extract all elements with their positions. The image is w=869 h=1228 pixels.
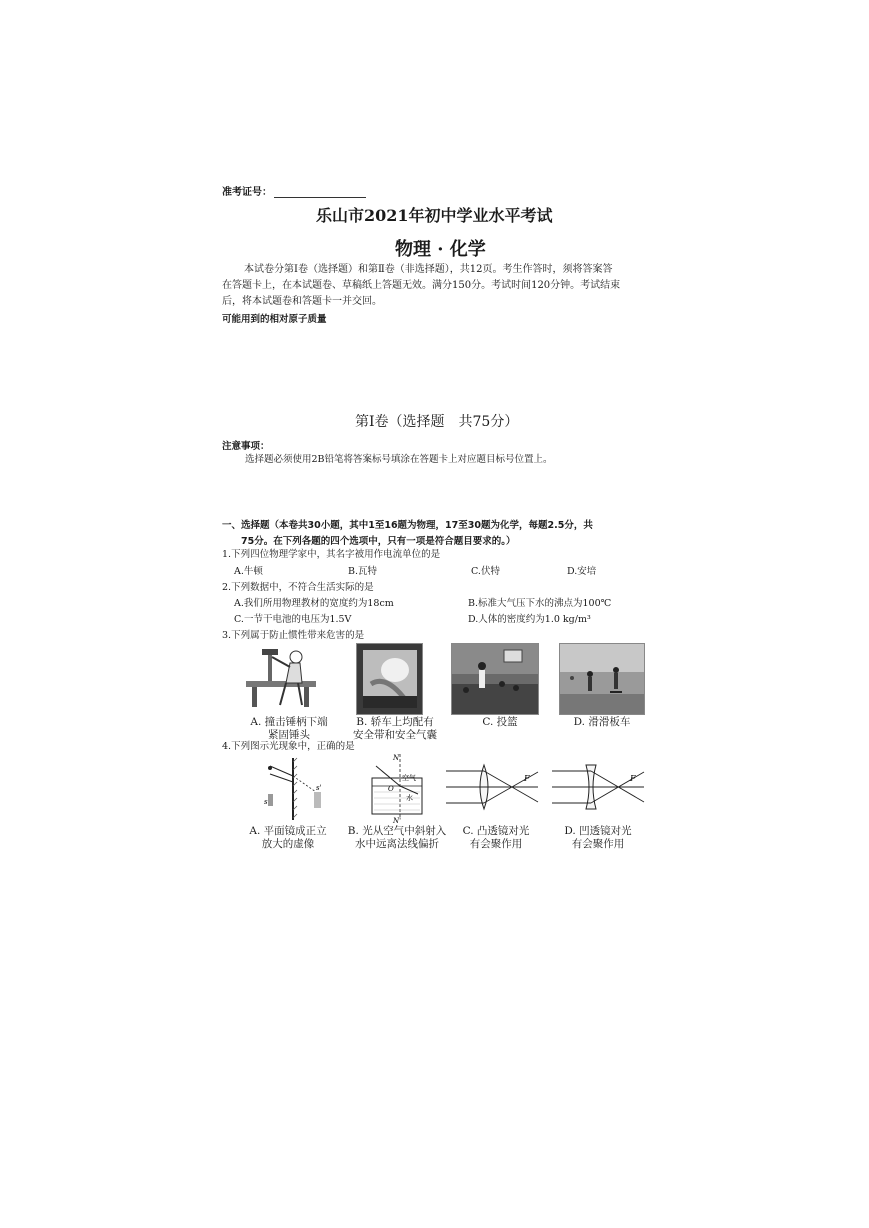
q3-stem: 3.下列属于防止惯性带来危害的是	[222, 630, 365, 641]
q4-caption-c	[455, 825, 537, 851]
q3-caption-d	[562, 716, 642, 729]
q3-caption-d-line1: D. 滑滑板车	[573, 716, 631, 728]
intro-line-1: 本试卷分第Ⅰ卷（选择题）和第Ⅱ卷（非选择题），共12页。考生作答时，须将答案答	[244, 264, 613, 275]
q2-stem: 2.下列数据中，不符合生活实际的是	[222, 582, 374, 593]
label-focus-concave: F	[630, 774, 636, 783]
q4-caption-a	[240, 825, 336, 851]
q3-caption-b-line1: B. 轿车上均配有	[356, 716, 434, 728]
skateboard-photo	[559, 643, 645, 715]
label-water: 水	[406, 794, 413, 802]
concave-lens-diagram	[550, 762, 646, 812]
section-heading-line-1: 一、选择题（本卷共30小题，其中1至16题为物理，17至30题为化学，每题2.5分，共	[222, 520, 593, 531]
q4-caption-b-line1: B. 光从空气中斜射入	[347, 825, 447, 837]
label-o: O	[388, 785, 394, 793]
exam-subject: 物理 · 化学	[395, 239, 486, 260]
hammer-illustration	[240, 643, 320, 713]
atomic-mass-label: 可能用到的相对原子质量	[222, 314, 327, 325]
basketball-photo	[451, 643, 539, 715]
q2-option-a: A.我们所用物理教材的宽度约为18cm	[234, 598, 394, 609]
candidate-number-line	[274, 188, 366, 198]
exam-title: 乐山市2021年初中学业水平考试	[316, 206, 553, 225]
intro-line-3: 后，将本试题卷和答题卡一并交回。	[222, 296, 382, 307]
q2-option-b: B.标准大气压下水的沸点为100℃	[468, 598, 612, 609]
q2-option-d: D.人体的密度约为1.0 kg/m³	[468, 614, 591, 625]
label-s: s	[264, 798, 268, 806]
q2-option-c: C.一节干电池的电压为1.5V	[234, 614, 352, 625]
q4-caption-b	[337, 825, 457, 851]
q4-caption-a-line1: A. 平面镜成正立	[249, 825, 327, 837]
q1-option-c: C.伏特	[471, 566, 500, 577]
q4-caption-d-line1: D. 凹透镜对光	[564, 825, 632, 837]
q1-option-a: A.牛顿	[234, 566, 263, 577]
convex-lens-diagram	[444, 762, 540, 812]
q3-caption-b	[337, 716, 453, 742]
candidate-number-field	[222, 183, 366, 198]
q3-caption-c-line1: C. 投篮	[482, 716, 518, 728]
label-s-prime: s'	[316, 784, 322, 792]
q1-option-d: D.安培	[567, 566, 597, 577]
label-n-prime: N'	[393, 817, 402, 824]
q4-caption-d-line2: 有会聚作用	[571, 838, 625, 850]
label-focus-convex: F	[524, 774, 530, 783]
intro-line-2: 在答题卡上，在本试题卷、草稿纸上答题无效。满分150分。考试时间120分钟。考试结束	[222, 280, 621, 291]
q3-caption-a-line1: A. 撞击锤柄下端	[250, 716, 328, 728]
q4-stem: 4.下列图示光现象中，正确的是	[222, 741, 355, 752]
label-air: 空气	[402, 774, 416, 782]
notice-text: 选择题必须使用2B铅笔将答案标号填涂在答题卡上对应题目标号位置上。	[245, 454, 553, 465]
notice-title: 注意事项：	[222, 441, 270, 452]
q4-caption-d	[556, 825, 640, 851]
q4-caption-c-line1: C. 凸透镜对光	[462, 825, 530, 837]
label-n: N	[393, 754, 400, 762]
q4-caption-b-line2: 水中远离法线偏折	[355, 838, 439, 850]
q3-caption-a-line2: 紧固锤头	[268, 729, 310, 741]
q1-option-b: B.瓦特	[348, 566, 378, 577]
section-heading-line-2: 75分。在下列各题的四个选项中，只有一项是符合题目要求的。）	[241, 536, 516, 547]
plane-mirror-diagram	[256, 754, 330, 824]
car-safety-photo	[356, 643, 423, 715]
q4-caption-a-line2: 放大的虚像	[261, 838, 315, 850]
q3-caption-c	[470, 716, 530, 729]
q1-stem: 1.下列四位物理学家中，其名字被用作电流单位的是	[222, 549, 441, 560]
candidate-number-label: 准考证号：	[222, 187, 272, 198]
q3-caption-b-line2: 安全带和安全气囊	[353, 729, 437, 741]
part1-title: 第Ⅰ卷（选择题 共75分）	[355, 414, 519, 430]
q4-caption-c-line2: 有会聚作用	[469, 838, 523, 850]
refraction-diagram	[364, 750, 426, 824]
q3-caption-a	[240, 716, 338, 742]
